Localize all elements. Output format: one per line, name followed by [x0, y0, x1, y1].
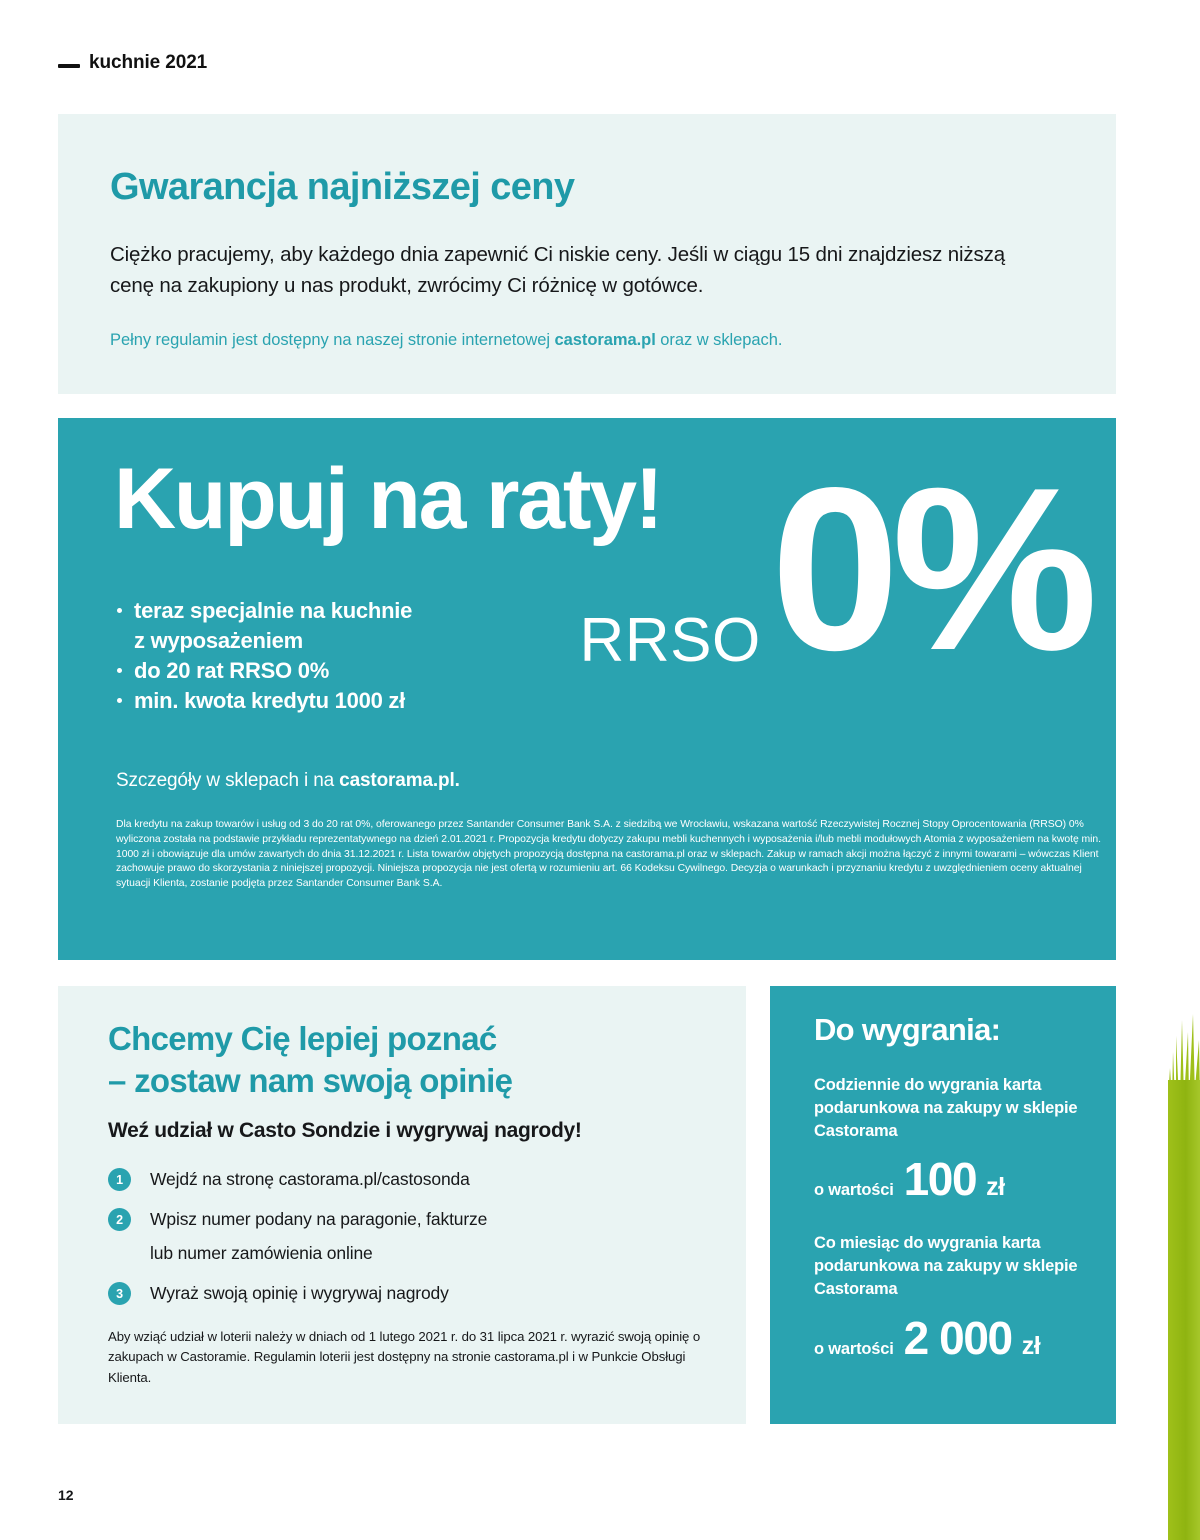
grass-strip-body	[1168, 1080, 1200, 1540]
guarantee-panel	[58, 114, 1116, 394]
survey-title-line1: Chcemy Cię lepiej poznać	[108, 1020, 497, 1057]
rrso-block	[579, 440, 1090, 699]
installments-details	[116, 770, 460, 792]
prize-amount-value: 100	[903, 1153, 977, 1206]
prize-amount-unit: zł	[986, 1173, 1005, 1202]
prizes-panel	[770, 986, 1116, 1424]
installments-headline: Kupuj na raty!	[114, 451, 662, 547]
step-text: Wpisz numer podany na paragonie, fakturze	[150, 1209, 488, 1230]
step-number-badge: 2	[108, 1208, 131, 1231]
prize-amount	[814, 1311, 1094, 1365]
grass-blades-icon	[1166, 1010, 1200, 1100]
grass-decoration	[1160, 0, 1200, 1540]
step-text: Wejdź na stronę castorama.pl/castosonda	[150, 1169, 470, 1190]
prize-item-daily	[814, 1074, 1094, 1206]
step-text-continuation: lub numer zamówienia online	[150, 1243, 373, 1264]
step-number-badge: 3	[108, 1282, 131, 1305]
prizes-title: Do wygrania:	[814, 1012, 1001, 1047]
step-number-badge: 1	[108, 1168, 131, 1191]
list-item	[108, 1169, 706, 1193]
guarantee-body: Ciężko pracujemy, aby każdego dnia zapewnić Ci niskie ceny. Jeśli w ciągu 15 dni znajdziesz niższą cenę na zakupiony u nas produkt, zwrócimy Ci różnicę w gotówce.	[110, 243, 1005, 298]
survey-subtitle: Weź udział w Casto Sondzie i wygrywaj nagrody!	[108, 1119, 582, 1143]
guarantee-note-link[interactable]: castorama.pl	[554, 331, 656, 350]
installments-banner	[58, 418, 1116, 960]
prize-description: Codziennie do wygrania karta podarunkowa na zakupy w sklepie Castorama	[814, 1076, 1078, 1140]
survey-title	[108, 1018, 706, 1101]
list-item	[108, 1283, 706, 1307]
installments-details-link[interactable]: castorama.pl.	[339, 770, 460, 791]
survey-panel	[58, 986, 746, 1424]
page-header	[58, 52, 207, 74]
list-item: min. kwota kredytu 1000 zł	[116, 686, 546, 716]
prize-amount	[814, 1152, 1094, 1206]
rrso-label: RRSO	[579, 606, 761, 675]
guarantee-note-suffix: oraz w sklepach.	[655, 331, 783, 350]
list-item: do 20 rat RRSO 0%	[116, 656, 546, 686]
guarantee-title: Gwarancja najniższej ceny	[110, 166, 575, 208]
survey-title-line2: – zostaw nam swoją opinię	[108, 1061, 513, 1099]
survey-legal-text: Aby wziąć udział w loterii należy w dniach od 1 lutego 2021 r. do 31 lipca 2021 r. wyrazić swoją opinię o zakupach w Castoramie. Regulamin loterii jest dostępny na stronie castorama.pl i w Punkcie Obsługi Klienta.	[108, 1329, 701, 1385]
prize-item-monthly	[814, 1232, 1094, 1364]
guarantee-note-prefix: Pełny regulamin jest dostępny na naszej stronie internetowej	[110, 331, 555, 350]
installments-details-prefix: Szczegóły w sklepach i na	[116, 770, 340, 791]
page-title: kuchnie 2021	[89, 52, 208, 73]
survey-step-list	[108, 1169, 706, 1307]
step-text: Wyraż swoją opinię i wygrywaj nagrody	[150, 1283, 449, 1304]
installments-legal-text: Dla kredytu na zakup towarów i usług od 3 do 20 rat 0%, oferowanego przez Santander Consumer Bank S.A. z siedzibą we Wrocławiu, wskazana wartość Rzeczywistej Rocznej Stopy Oprocentowania (RRSO) 0% wyliczona została na podstawie przykładu reprezentatywnego na dzień 2.01.2021 r. Propozycja kredytu dotyczy zakupu mebli kuchennych i wyposażenia i/lub mebli modułowych Atomia z wyposażeniem na kwotę min. 1000 zł i obowiązuje dla umów zawartych do dnia 31.12.2021 r. Lista towarów objętych propozycją dostępna na castorama.pl oraz w sklepach. Zakup w ramach akcji można łączyć z innymi towarami – wówczas Klient zachowuje prawo do skorzystania z niniejszej propozycji. Niniejsza propozycja nie jest ofertą w rozumieniu art. 66 Kodeksu Cywilnego. Decyzja o warunkach i przyznaniu kredytu z uwzględnieniem oceny aktualnej sytuacji Klienta, zostanie podjęta przez Santander Consumer Bank S.A.	[116, 819, 1101, 890]
prize-amount-label: o wartości	[814, 1339, 894, 1358]
guarantee-note	[110, 331, 1060, 350]
installments-bullet-list	[116, 596, 546, 716]
prize-amount-label: o wartości	[814, 1181, 894, 1200]
dash-icon	[58, 64, 80, 68]
prize-description: Co miesiąc do wygrania karta podarunkowa na zakupy w sklepie Castorama	[814, 1234, 1078, 1298]
prize-amount-unit: zł	[1021, 1331, 1041, 1360]
list-item: teraz specjalnie na kuchnie	[116, 596, 546, 626]
page-number: 12	[58, 1487, 74, 1503]
rrso-value: 0%	[770, 440, 1090, 699]
prize-amount-value: 2 000	[903, 1311, 1012, 1364]
list-item: z wyposażeniem	[134, 627, 303, 653]
list-item	[108, 1209, 706, 1233]
list-item-continuation	[108, 1243, 706, 1267]
